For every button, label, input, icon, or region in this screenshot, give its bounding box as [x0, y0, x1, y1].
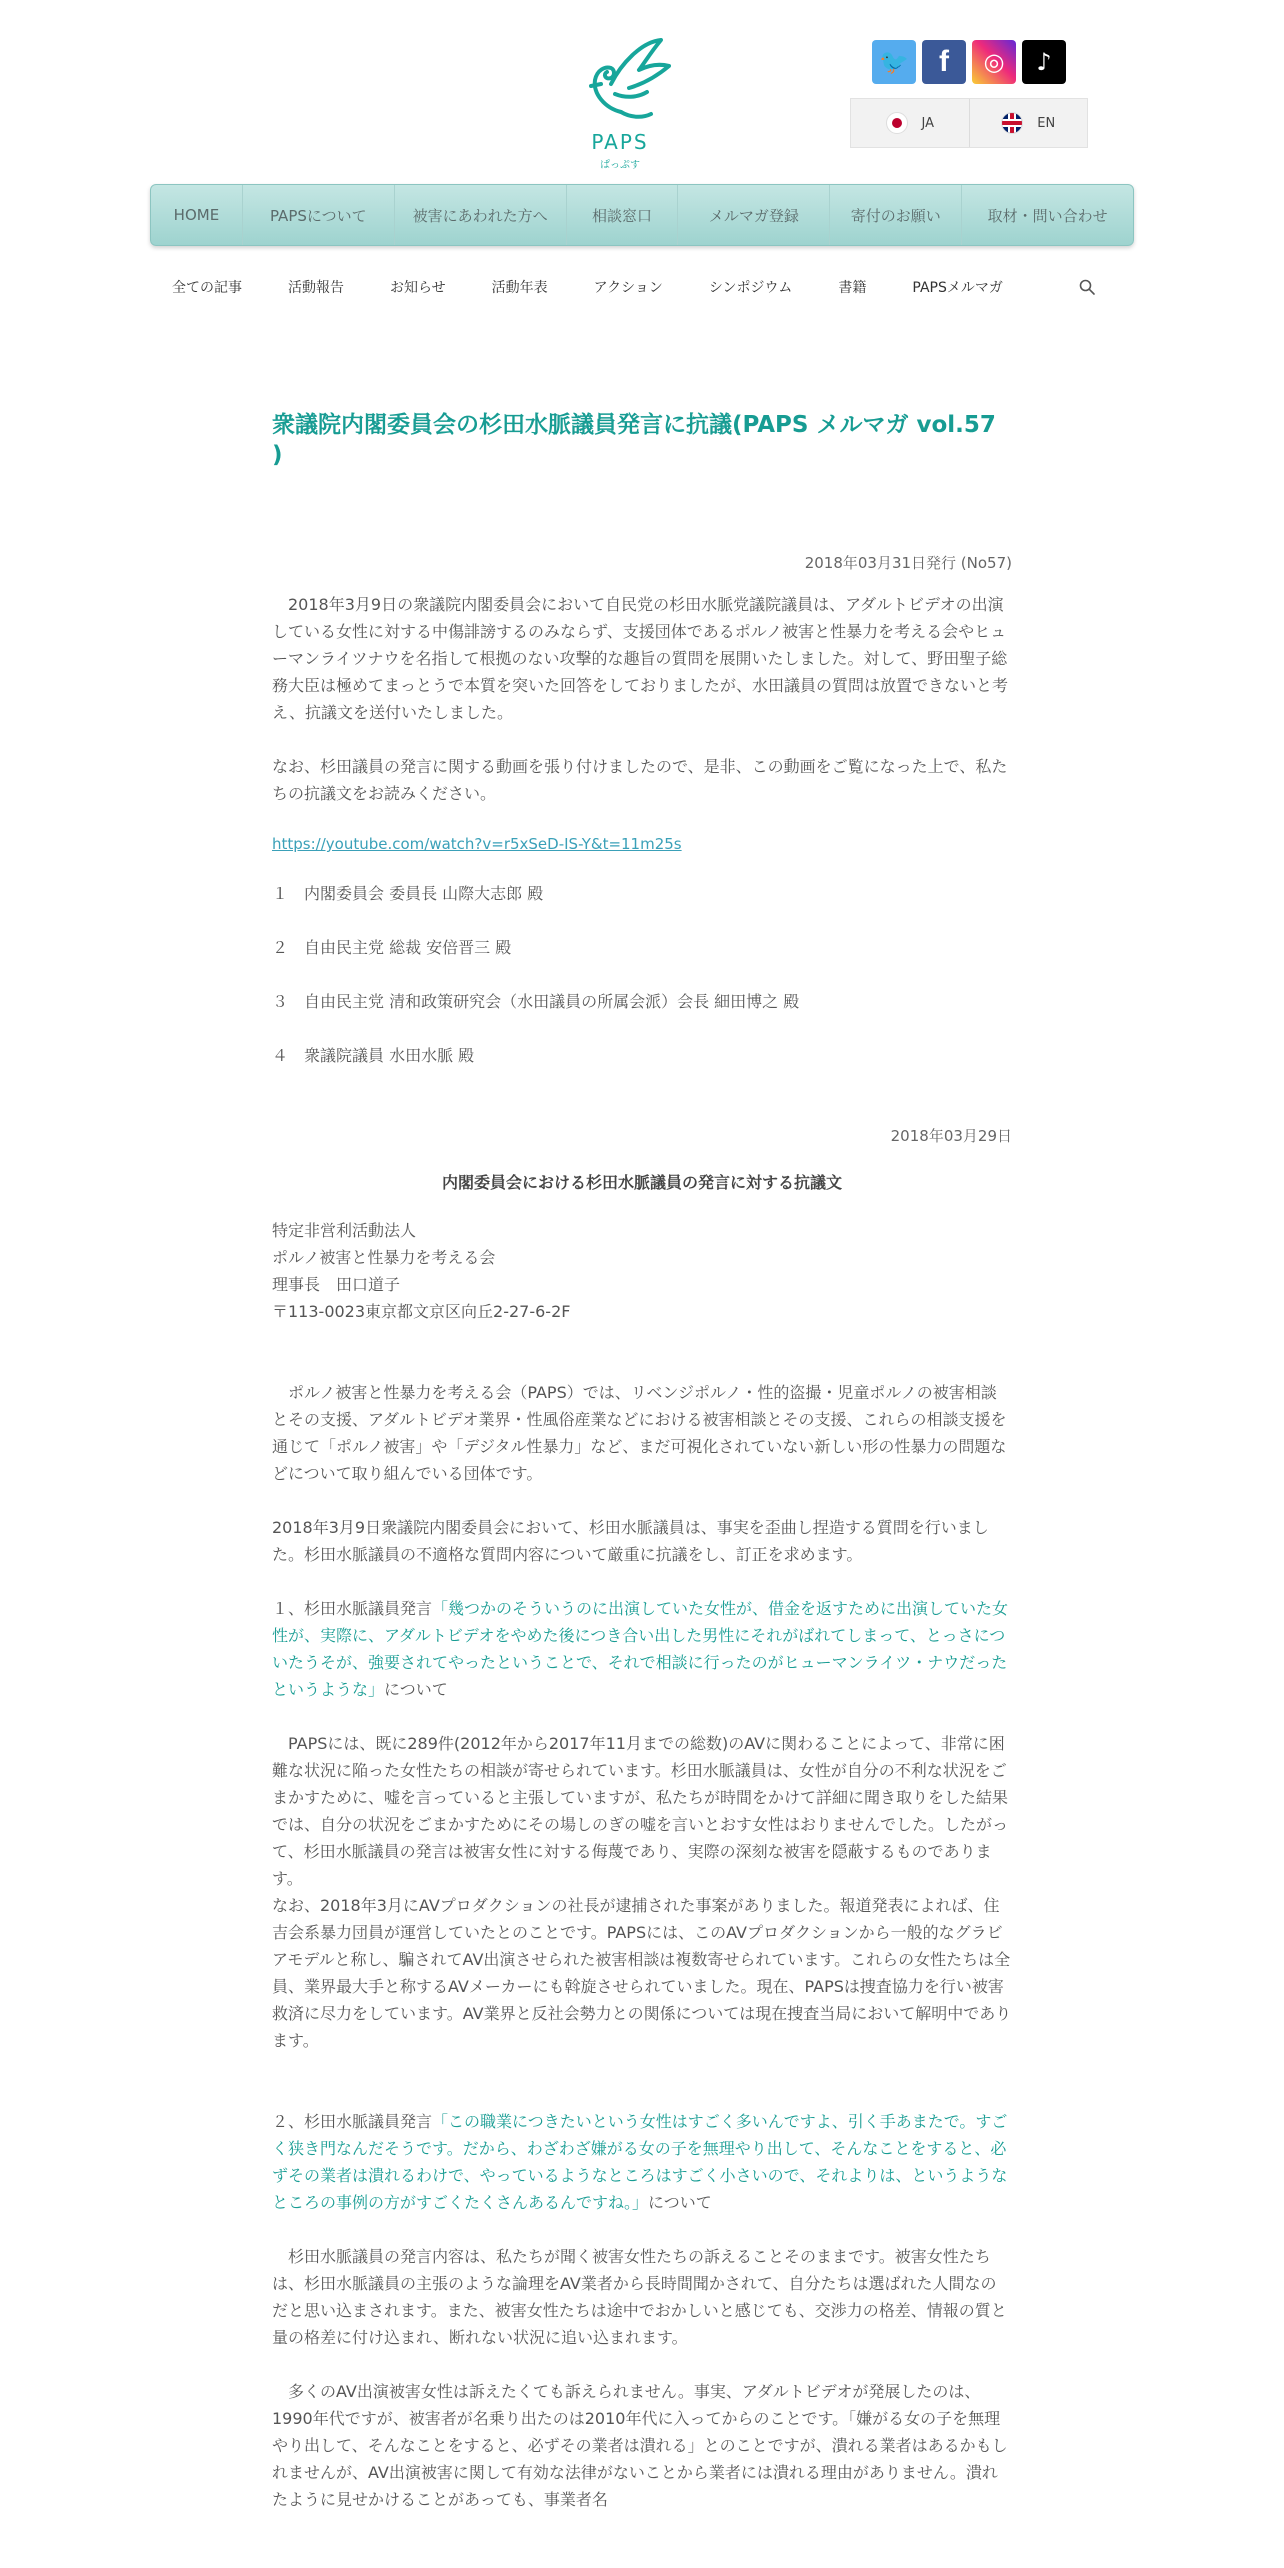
quote-1-paragraph — [272, 1595, 1012, 1703]
category-news[interactable]: お知らせ — [390, 280, 446, 296]
recipient-1: １ 内閣委員会 委員長 山際大志郎 殿 — [272, 884, 544, 903]
category-all[interactable]: 全ての記事 — [172, 280, 242, 296]
sender-address: 〒113-0023東京都文京区向丘2-27-6-2F — [272, 1302, 571, 1321]
quote-2-paragraph — [272, 2108, 1012, 2216]
body-paragraph-5: 杉田水脈議員の発言内容は、私たちが聞く被害女性たちの訴えることそのままです。被害女性たちは、杉田水脈議員の主張のような論理をAV業者から長時間聞かされて、自分たちは選ばれた人間なのだと思い込まされます。また、被害女性たちは途中でおかしいと感じても、交渉力の格差、情報の質と量の格差に付け込まれ、断れない状況に追い込まれます。 — [272, 2247, 1007, 2347]
dove-logo-icon — [565, 34, 675, 134]
logo-subtitle: ぱっぷす — [600, 160, 640, 171]
body-paragraph-2: 2018年3月9日衆議院内閣委員会において、杉田水脈議員は、事実を歪曲し捏造する質問を行いました。杉田水脈議員の不適格な質問内容について厳重に抗議をし、訂正を求めます。 — [272, 1518, 989, 1564]
nav-home[interactable]: HOME — [173, 206, 220, 224]
lang-ja-label: JA — [921, 115, 934, 131]
main-navigation — [150, 184, 1134, 246]
quote-1-prefix: １、杉田水脈議員発言 — [272, 1599, 433, 1618]
sender-line-1: 特定非営利活動法人 — [272, 1221, 417, 1240]
letter-date: 2018年03月29日 — [890, 1127, 1012, 1145]
quote-2-text: 「この職業につきたいという女性はすごく多いんですよ、引く手あまたで。すごく狭き門なんだそうです。だから、わざわざ嫌がる女の子を無理やり出して、そんなことをすると、必ずその業者は潰れるわけで、やっているようなところはすごく小さいので、それよりは、というようなところの事例の方がすごくたくさんあるんですね。」 — [272, 2112, 1008, 2212]
article-title: 衆議院内閣委員会の杉田水脈議員発言に抗議(PAPS メルマガ vol.57 ) — [272, 412, 996, 468]
lang-en-label: EN — [1037, 115, 1056, 131]
language-selector — [850, 98, 1088, 148]
recipient-4: ４ 衆議院議員 水田水脈 殿 — [272, 1046, 475, 1065]
intro-paragraph-2: なお、杉田議員の発言に関する動画を張り付けましたので、是非、この動画をご覧になった上で、私たちの抗議文をお読みください。 — [272, 757, 1008, 803]
category-timeline[interactable]: 活動年表 — [491, 280, 548, 296]
nav-donation[interactable]: 寄付のお願い — [829, 185, 961, 245]
tiktok-icon[interactable]: ♪ — [1022, 40, 1066, 84]
category-action[interactable]: アクション — [593, 280, 663, 296]
body-paragraph-1: ポルノ被害と性暴力を考える会（PAPS）では、リベンジポルノ・性的盗撮・児童ポルノの被害相談とその支援、アダルトビデオ業界・性風俗産業などにおける被害相談とその支援、これらの相談支援を通じて「ポルノ被害」や「デジタル性暴力」など、まだ可視化されていない新しい形の性暴力の問題などについて取り組んでいる団体です。 — [272, 1383, 1007, 1483]
recipient-2: ２ 自由民主党 総裁 安倍晋三 殿 — [272, 938, 512, 957]
quote-1-text: 「幾つかのそういうのに出演していた女性が、借金を返すために出演していた女性が、実際に、アダルトビデオをやめた後につき合い出した男性にそれがばれてしまって、とっさについたうそが、強要されてやったということで、それで相談に行ったのがヒューマンライツ・ナウだったというような」 — [272, 1599, 1009, 1699]
quote-2-prefix: ２、杉田水脈議員発言 — [272, 2112, 433, 2131]
category-books[interactable]: 書籍 — [838, 280, 867, 296]
nav-about[interactable]: PAPSについて — [242, 185, 394, 245]
lang-ja-button[interactable] — [851, 99, 969, 147]
nav-victims[interactable]: 被害にあわれた方へ — [394, 185, 566, 245]
japan-flag-icon — [886, 112, 908, 134]
body-paragraph-4: なお、2018年3月にAVプロダクションの社長が逮捕された事案がありました。報道発表によれば、住吉会系暴力団員が運営していたとのことです。PAPSには、このAVプロダクションから一般的なグラビアモデルと称し、騙されてAV出演させられた被害相談は複数寄せられています。これらの女性たちは全員、業界最大手と称するAVメーカーにも斡旋させられていました。現在、PAPSは捜査協力を行い被害救済に尽力をしています。AV業界と反社会勢力との関係については現在捜査当局において解明中であります。 — [272, 1896, 1012, 2050]
recipient-3: ３ 自由民主党 清和政策研究会（水田議員の所属会派）会長 細田博之 殿 — [272, 992, 800, 1011]
facebook-icon[interactable]: f — [922, 40, 966, 84]
article — [272, 410, 1012, 2513]
nav-consultation[interactable]: 相談窓口 — [566, 185, 678, 245]
lang-en-button[interactable] — [969, 99, 1088, 147]
uk-flag-icon — [1001, 112, 1023, 134]
publish-date: 2018年03月31日発行 (No57) — [804, 554, 1012, 572]
category-symposium[interactable]: シンポジウム — [708, 280, 793, 296]
letter-title: 内閣委員会における杉田水脈議員の発言に対する抗議文 — [441, 1173, 842, 1192]
quote-2-suffix: について — [648, 2193, 712, 2212]
search-icon[interactable] — [1078, 278, 1096, 296]
body-paragraph-6: 多くのAV出演被害女性は訴えたくても訴えられません。事実、アダルトビデオが発展したのは、1990年代ですが、被害者が名乗り出たのは2010年代に入ってからのことです。「嫌がる女の子を無理やり出して、そんなことをすると、必ずその業者は潰れる」とのことですが、潰れる業者はあるかもしれませんが、AV出演被害に関して有効な法律がないことから業者には潰れる理由がありません。潰れたように見せかけることがあっても、事業者名 — [272, 2382, 1008, 2509]
social-links — [872, 40, 1066, 86]
sender-line-2: ポルノ被害と性暴力を考える会 — [272, 1248, 496, 1267]
youtube-link[interactable]: https://youtube.com/watch?v=r5xSeD-IS-Y&t=11m25s — [272, 835, 682, 853]
twitter-icon[interactable]: 🐦 — [872, 40, 916, 84]
intro-paragraph-1: 2018年3月9日の衆議院内閣委員会において自民党の杉田水脈党議院議員は、アダルトビデオの出演している女性に対する中傷誹謗するのみならず、支援団体であるポルノ被害と性暴力を考える会やヒューマンライツナウを名指して根拠のない攻撃的な趣旨の質問を展開いたしました。対して、野田聖子総務大臣は極めてまっとうで本質を突いた回答をしておりましたが、水田議員の質問は放置できないと考え、抗議文を送付いたしました。 — [272, 595, 1009, 722]
category-paps-newsletter[interactable]: PAPSメルマガ — [912, 280, 1003, 296]
quote-1-suffix: について — [384, 1680, 448, 1699]
category-reports[interactable]: 活動報告 — [288, 280, 344, 296]
category-navigation — [172, 272, 1102, 302]
body-paragraph-3: PAPSには、既に289件(2012年から2017年11月までの総数)のAVに関わることによって、非常に困難な状況に陥った女性たちの相談が寄せられています。杉田水脈議員は、女性が自分の不利な状況をごまかすために、嘘を言っていると主張していますが、私たちが時間をかけて詳細に聞き取りをした結果では、自分の状況をごまかすためにその場しのぎの嘘を言いとおす女性はおりませんでした。したがって、杉田水脈議員の発言は被害女性に対する侮蔑であり、実際の深刻な被害を隠蔽するものであります。 — [272, 1734, 1009, 1888]
instagram-icon[interactable]: ◎ — [972, 40, 1016, 84]
sender-line-3: 理事長 田口道子 — [272, 1275, 401, 1294]
nav-newsletter[interactable]: メルマガ登録 — [677, 185, 829, 245]
paps-logo[interactable] — [560, 34, 680, 174]
logo-brand: PAPS — [591, 130, 649, 154]
nav-contact[interactable]: 取材・問い合わせ — [961, 185, 1133, 245]
